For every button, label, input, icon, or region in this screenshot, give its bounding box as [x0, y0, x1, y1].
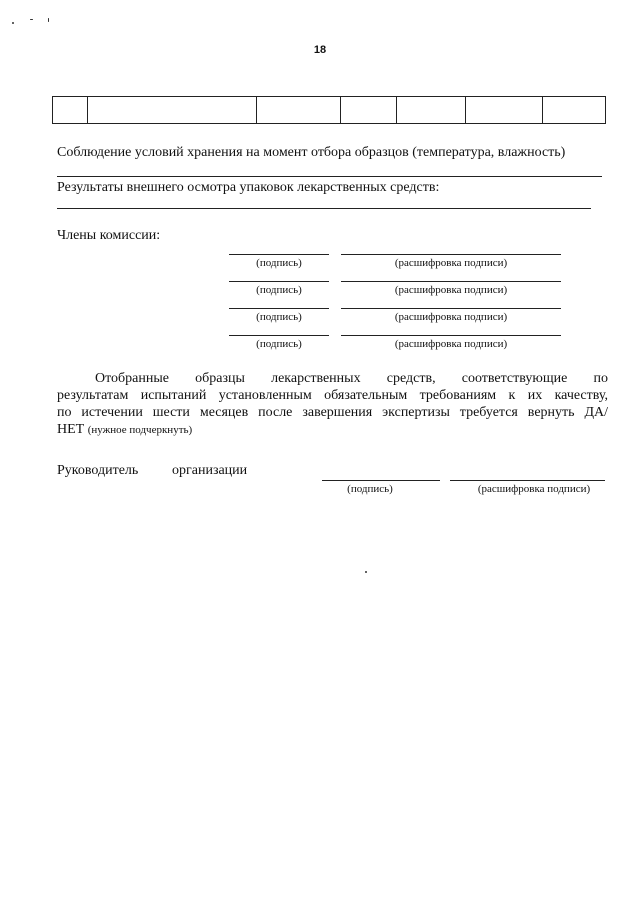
signature-caption: (подпись): [256, 338, 302, 350]
table-cell: [466, 97, 543, 123]
scan-speck: [48, 18, 49, 22]
decryption-caption: (расшифровка подписи): [394, 284, 508, 296]
signature-line: [229, 254, 329, 255]
table-cell: [341, 97, 397, 123]
head-decryption-caption: (расшифровка подписи): [477, 483, 591, 495]
empty-table-row: [52, 96, 606, 124]
return-paragraph-line: результатам испытаний установленным обязательным требованиям к их качеству,: [57, 388, 608, 403]
signature-caption: (подпись): [256, 257, 302, 269]
commission-label: Члены комиссии:: [57, 228, 161, 243]
return-paragraph-line: [57, 421, 608, 439]
storage-conditions-line: [57, 176, 602, 177]
signature-line: [229, 308, 329, 309]
scan-speck: [30, 19, 33, 20]
return-paragraph-line: Отобранные образцы лекарственных средств, соответствующие по: [95, 371, 608, 386]
head-signature-line: [322, 480, 440, 481]
signature-line: [229, 335, 329, 336]
decryption-line: [341, 254, 561, 255]
decryption-caption: (расшифровка подписи): [394, 257, 508, 269]
storage-conditions-label: Соблюдение условий хранения на момент отбора образцов (температура, влажность): [57, 145, 566, 160]
head-signature-caption: (подпись): [347, 483, 393, 495]
table-cell: [543, 97, 605, 123]
inspection-label: Результаты внешнего осмотра упаковок лекарственных средств:: [57, 180, 440, 195]
table-cell: [88, 97, 257, 123]
decryption-line: [341, 308, 561, 309]
return-paragraph-text: НЕТ: [57, 422, 88, 437]
head-label-position: Руководитель: [57, 463, 139, 478]
table-cell: [257, 97, 341, 123]
scan-speck: [365, 571, 367, 573]
decryption-caption: (расшифровка подписи): [394, 338, 508, 350]
scan-speck: [12, 22, 14, 24]
decryption-caption: (расшифровка подписи): [394, 311, 508, 323]
page-number: 18: [313, 44, 327, 56]
signature-caption: (подпись): [256, 284, 302, 296]
return-paragraph: [57, 370, 608, 439]
underline-note: (нужное подчеркнуть): [87, 424, 193, 436]
decryption-line: [341, 281, 561, 282]
table-cell: [53, 97, 88, 123]
head-label-organization: организации: [172, 463, 248, 478]
table-cell: [397, 97, 466, 123]
return-paragraph-line: по истечении шести месяцев после завершения экспертизы требуется вернуть ДА/: [57, 405, 608, 420]
signature-caption: (подпись): [256, 311, 302, 323]
decryption-line: [341, 335, 561, 336]
inspection-line: [57, 208, 591, 209]
signature-line: [229, 281, 329, 282]
head-decryption-line: [450, 480, 605, 481]
